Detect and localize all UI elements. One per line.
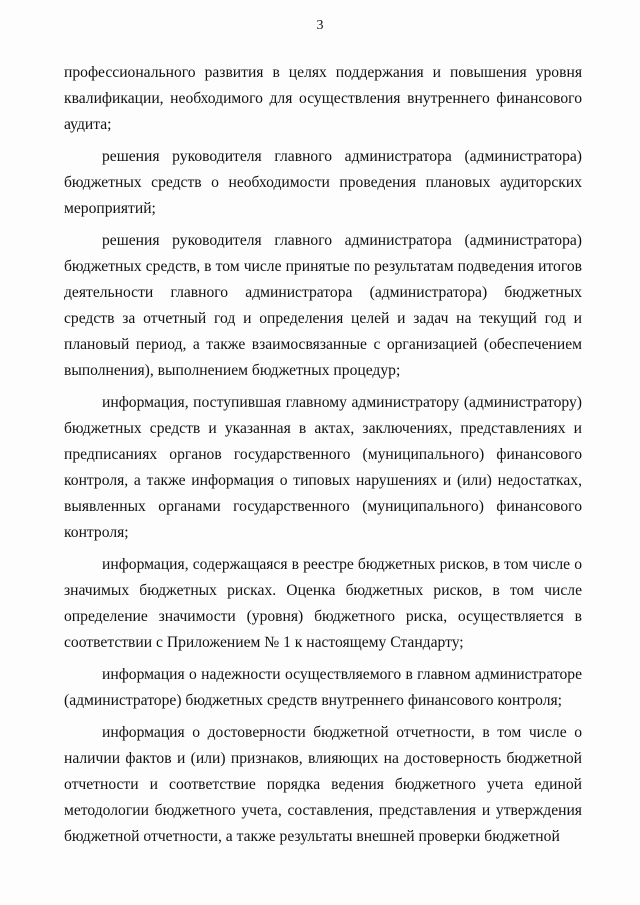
- paragraph-5: информация, содержащаяся в реестре бюджетных рисков, в том числе о значимых бюджетных рисках. Оценка бюджетных рисков, в том числе определение значимости (уровня) бюджетного риска, осуществляется в соответствии с Приложением № 1 к настоящему Стандарту;: [64, 556, 582, 651]
- paragraph-7: информация о достоверности бюджетной отчетности, в том числе о наличии фактов и (или) признаков, влияющих на достоверность бюджетной отчетности и соответствие порядка ведения бюджетного учета единой методологии бюджетного учета, составления, представления и утверждения бюджетной отчетности, а также результаты внешней проверки бюджетной: [64, 724, 582, 845]
- paragraph-1: профессионального развития в целях поддержания и повышения уровня квалификации, необходимого для осуществления внутреннего финансового аудита;: [64, 64, 582, 133]
- paragraph-3: решения руководителя главного администратора (администратора) бюджетных средств, в том числе принятые по результатам подведения итогов деятельности главного администратора (администратора) бюджетных средств за отчетный год и определения целей и задач на текущий год и плановый период, а также взаимосвязанные с организацией (обеспечением выполнения), выполнением бюджетных процедур;: [64, 232, 582, 379]
- paragraph-4: информация, поступившая главному администратору (администратору) бюджетных средств и указанная в актах, заключениях, представлениях и предписаниях органов государственного (муниципального) финансового контроля, а также информация о типовых нарушениях и (или) недостатках, выявленных органами государственного (муниципального) финансового контроля;: [64, 394, 582, 541]
- paragraph-2: решения руководителя главного администратора (администратора) бюджетных средств о необходимости проведения плановых аудиторских мероприятий;: [64, 148, 582, 217]
- paragraph-6: информация о надежности осуществляемого в главном администраторе (администраторе) бюджетных средств внутреннего финансового контроля;: [64, 666, 582, 709]
- page-number: 3: [316, 18, 324, 33]
- document-body: [64, 60, 582, 856]
